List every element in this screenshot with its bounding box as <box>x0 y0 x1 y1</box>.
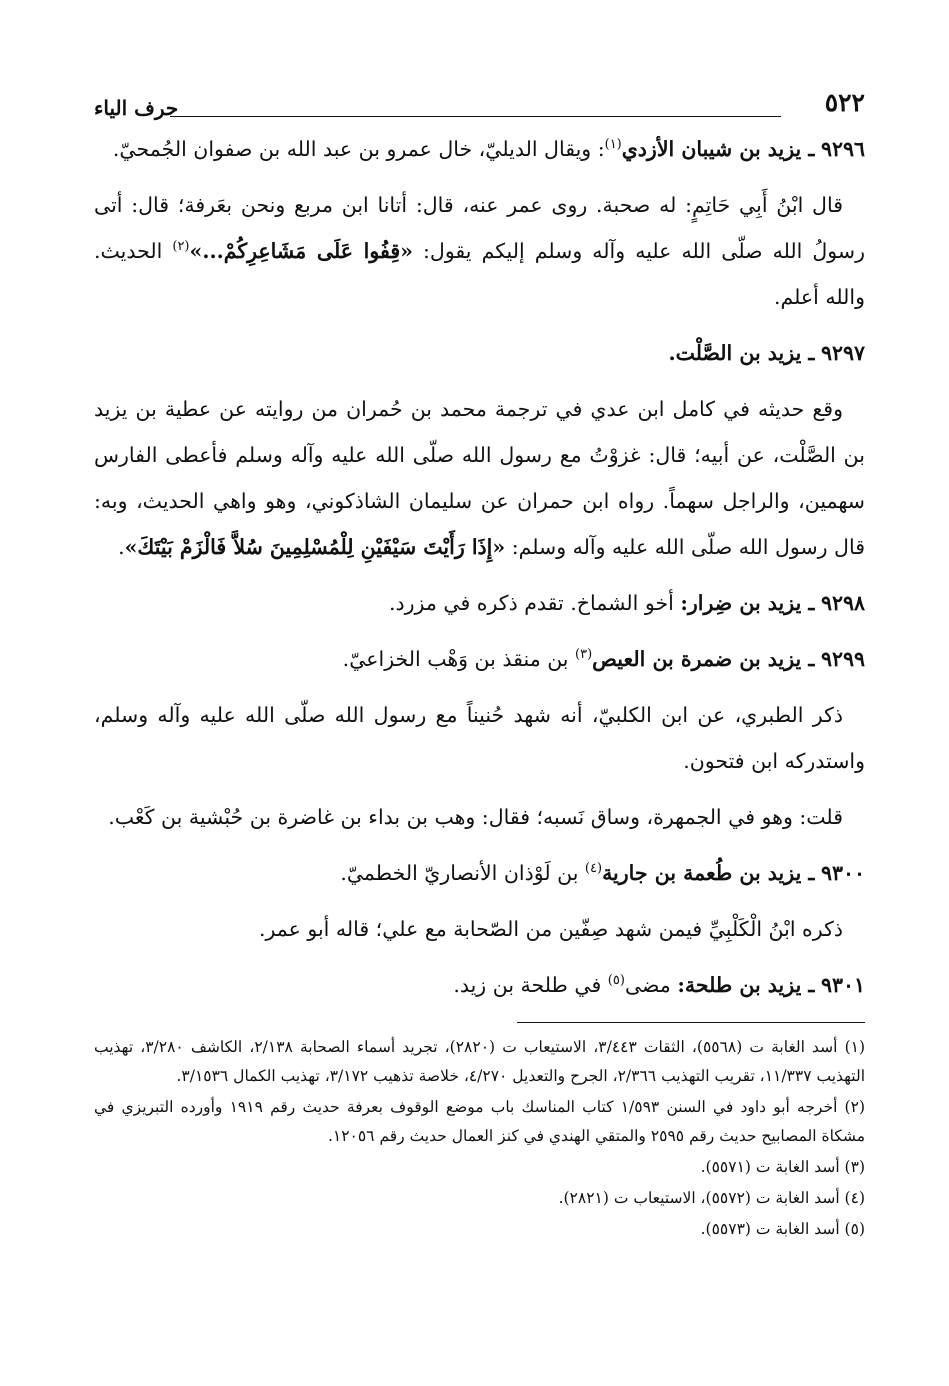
entry-number: ٩٣٠١ <box>820 973 865 997</box>
paragraph-text: وقع حديثه في كامل ابن عدي في ترجمة محمد بن حُمران من روايته عن عطية بن يزيد بن الصَّلْت، عن أبيه؛ قال: غزوْتُ مع رسول الله صلّى الله عليه وآله وسلم فأعطى الفارس سهمين، والراجل سهماً. رواه ابن حمران عن سليمان الشاذكوني، وهو واهي الحديث، وبه: قال رسول الله صلّى الله عليه وآله وسلم: <box>94 397 865 559</box>
page-number: ٥٢٢ <box>824 88 865 117</box>
entry-text: بن منقذ بن وَهْب الخزاعيّ. <box>342 647 576 671</box>
header-rule <box>170 116 781 117</box>
entry-9298 <box>94 580 865 626</box>
paragraph-text: . <box>118 535 125 559</box>
entry-text: مضى <box>624 973 678 997</box>
entry-number: ٩٣٠٠ <box>820 861 865 885</box>
entry-name: ـ يزيد بن طلحة: <box>677 973 815 997</box>
hadith-quote: «إِذَا رَأَيْتَ سَيْفَيْنِ لِلْمُسْلِمِينَ سُلاَّ فَالْزَمْ بَيْتَكَ» <box>124 535 506 559</box>
main-text <box>94 126 865 1008</box>
footnote-ref: (١) <box>604 137 622 153</box>
entry-name: ـ يزيد بن شيبان الأزدي <box>621 137 815 161</box>
footnote-ref: (٤) <box>584 861 603 877</box>
running-title: حرف الياء <box>94 96 179 120</box>
footnote-3: (٣) أسد الغابة ت (٥٥٧١). <box>700 1158 865 1176</box>
entry-number: ٩٢٩٦ <box>820 137 865 161</box>
paragraph-9297 <box>94 386 865 570</box>
footnote-ref: (٥) <box>607 973 625 989</box>
entry-9301 <box>94 962 865 1008</box>
footnote-ref: (٢) <box>172 239 190 255</box>
entry-9297 <box>94 330 865 376</box>
entry-name: ـ يزيد بن طُعمة بن جارية <box>602 861 815 885</box>
footnote-1: (١) أسد الغابة ت (٥٥٦٨)، الثقات ٣/٤٤٣، الاستيعاب ت (٢٨٢٠)، تجريد أسماء الصحابة ٢/١٣٨، الكاشف ٣/٢٨٠، تهذيب التهذيب ١١/٣٣٧، تقريب التهذيب ٢/٣٦٦، الجرح والتعديل ٤/٢٧٠، خلاصة تذهيب ٣/١٧٢، تهذيب الكمال ٣/١٥٣٦. <box>94 1038 866 1085</box>
footnote-separator <box>517 1022 865 1023</box>
footnote-4: (٤) أسد الغابة ت (٥٥٧٢)، الاستيعاب ت (٢٨٢١). <box>558 1189 865 1207</box>
paragraph-text: الحديث. والله أعلم. <box>94 239 865 309</box>
footnote-ref: (٣) <box>575 647 593 663</box>
entry-name: ـ يزيد بن ضِرار: <box>680 591 815 615</box>
entry-9299 <box>94 636 865 682</box>
entry-9300 <box>94 850 865 896</box>
entry-name: ـ يزيد بن ضمرة بن العيص <box>592 647 815 671</box>
paragraph-9296 <box>94 182 865 320</box>
footnote-2: (٢) أخرجه أبو داود في السنن ١/٥٩٣ كتاب المناسك باب موضع الوقوف بعرفة حديث رقم ١٩١٩ وأورده التبريزي في مشكاة المصابيح حديث رقم ٢٥٩٥ والمتقي الهندي في كنز العمال حديث رقم ١٢٠٥٦. <box>94 1098 865 1145</box>
hadith-quote: «قِفُوا عَلَى مَشَاعِرِكُمْ...» <box>189 239 413 263</box>
page-header <box>94 82 865 120</box>
entry-text: أخو الشماخ. تقدم ذكره في مزرد. <box>389 591 681 615</box>
entry-number: ٩٢٩٩ <box>820 647 865 671</box>
paragraph-9299-b: قلت: وهو في الجمهرة، وساق نَسبه؛ فقال: وهب بن بداء بن غاضرة بن حُبْشية بن كَعْب. <box>108 805 843 829</box>
paragraph-text: قال ابْنُ أَبِي حَاتِمٍ: له صحبة. روى عمر عنه، قال: أتانا ابن مربع ونحن بعَرفة؛ قال: أتى رسولُ الله صلّى الله عليه وآله وسلم إليكم يقول: <box>94 193 865 263</box>
footnotes <box>94 1033 865 1244</box>
entry-number: ٩٢٩٨ <box>820 591 865 615</box>
entry-9296 <box>94 126 865 172</box>
paragraph-9300: ذكره ابْنُ الْكَلْبِيِّ فيمن شهد صِفّين من الصّحابة مع علي؛ قاله أبو عمر. <box>258 917 843 941</box>
paragraph-9299-a: ذكر الطبري، عن ابن الكلبيّ، أنه شهد حُنيناً مع رسول الله صلّى الله عليه وآله وسلم، واستدركه ابن فتحون. <box>94 703 865 773</box>
entry-number: ٩٢٩٧ <box>820 341 865 365</box>
entry-text: : ويقال الديليّ، خال عمرو بن عبد الله بن صفوان الجُمحيّ. <box>112 137 605 161</box>
entry-text: بن لَوْذان الأنصاريّ الخطميّ. <box>340 861 585 885</box>
entry-name: ـ يزيد بن الصَّلْت. <box>668 341 815 365</box>
footnote-5: (٥) أسد الغابة ت (٥٥٧٣). <box>700 1220 865 1238</box>
entry-text: في طلحة بن زيد. <box>453 973 608 997</box>
